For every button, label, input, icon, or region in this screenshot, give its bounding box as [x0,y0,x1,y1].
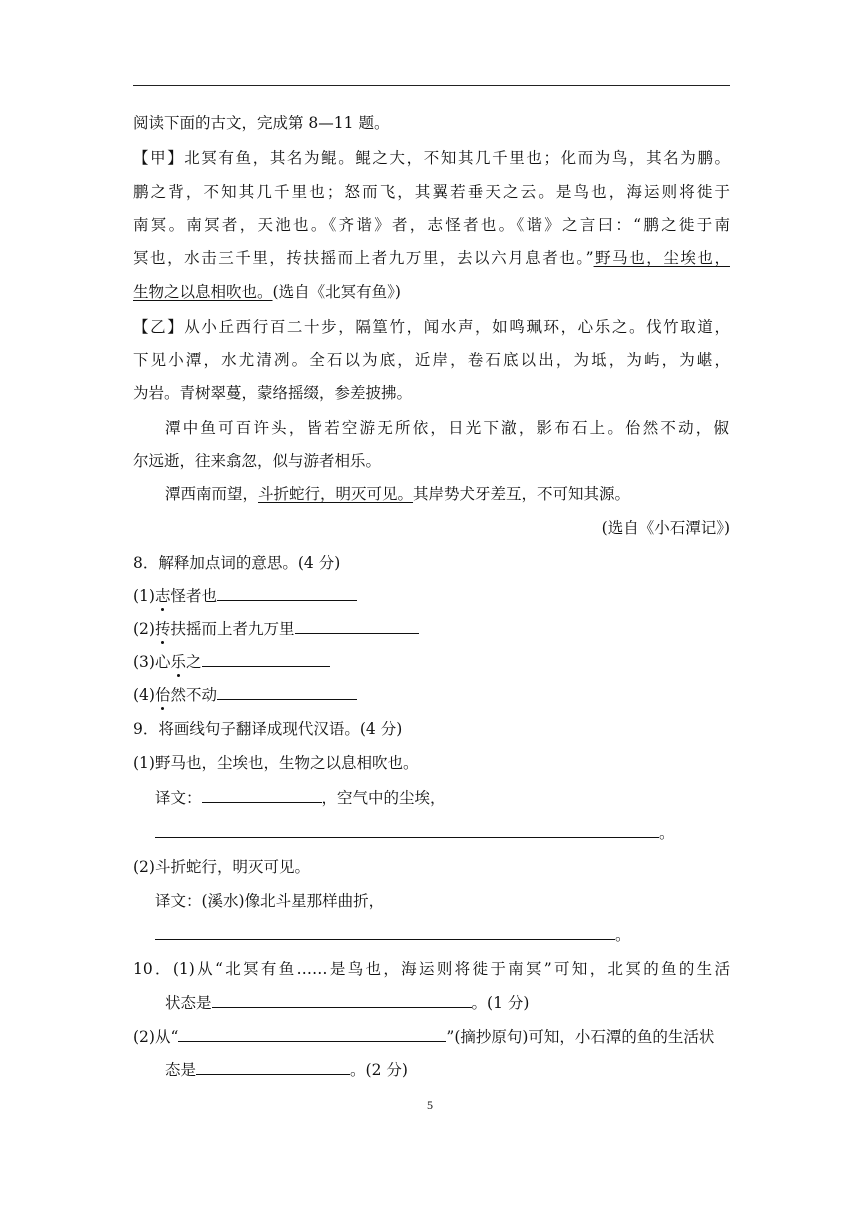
question-10-line-1: 10．(1)从“北冥有鱼……是鸟也，海运则将徙于南冥”可知，北冥的鱼的生活 [133,960,730,978]
underlined-sentence-1a: 野马也，尘埃也， [593,249,730,267]
answer-blank[interactable] [212,993,472,1008]
question-8-item-1: (1)志怪者也 [133,586,357,606]
question-10-line-4: 态是 。(2 分) [165,1061,408,1079]
passage-yi-p3: 潭西南而望，斗折蛇行，明灭可见。其岸势犬牙差互，不可知其源。 [165,485,631,503]
question-9-translation-1: 译文： ，空气中的尘埃， [155,789,446,807]
passage-yi-p2-line-2: 尔远逝，往来翕忽，似与游者相乐。 [133,452,382,470]
source-jia: (选自《北冥有鱼》) [272,283,401,301]
answer-blank[interactable] [217,685,357,700]
question-9-translation-2: 译文：(溪水)像北斗星那样曲折， [155,892,385,910]
passage-jia-line-2: 鹏之背，不知其几千里也；怒而飞，其翼若垂天之云。是鸟也，海运则将徙于 [133,183,730,201]
page-number: 5 [427,1098,433,1112]
answer-blank[interactable] [202,652,330,667]
passage-yi-p2-line-1: 潭中鱼可百许头，皆若空游无所依，日光下澈，影布石上。佁然不动，俶 [165,419,729,437]
passage-yi-line-2: 下见小潭，水尤清冽。全石以为底，近岸，卷石底以出，为坻，为屿，为嵁， [133,351,730,369]
passage-yi-line-3: 为岩。青树翠蔓，蒙络摇缀，参差披拂。 [133,384,413,402]
intro-instruction: 阅读下面的古文，完成第 8—11 题。 [133,114,390,132]
question-8-item-2: (2)抟扶摇而上者九万里 [133,619,419,639]
passage-jia-line-4: 冥也，水击三千里，抟扶摇而上者九万里，去以六月息者也。”野马也，尘埃也， [133,249,730,267]
source-yi: (选自《小石潭记》) [601,519,730,537]
question-9-sentence-2: (2)斗折蛇行，明灭可见。 [133,858,310,876]
underlined-sentence-2: 斗折蛇行，明灭可见。 [258,485,414,503]
question-8-title: 8．解释加点词的意思。(4 分) [133,554,341,572]
question-10-line-2: 状态是 。(1 分) [165,994,530,1012]
header-rule [133,85,730,86]
passage-jia-line-3: 南冥。南冥者，天池也。《齐谐》者，志怪者也。《谐》之言曰：“鹏之徙于南 [133,216,730,234]
passage-jia-line-5 [133,282,401,302]
question-9-sentence-1: (1)野马也，尘埃也，生物之以息相吹也。 [133,754,419,772]
underlined-sentence-1b: 生物之以息相吹也。 [133,283,273,301]
question-9-title: 9．将画线句子翻译成现代汉语。(4 分) [133,720,403,738]
answer-blank[interactable] [295,619,419,634]
answer-blank[interactable] [155,925,615,940]
answer-blank[interactable] [178,1027,446,1042]
question-8-item-4: (4)佁然不动 [133,685,357,705]
answer-blank[interactable] [217,586,357,601]
answer-blank[interactable] [155,823,659,838]
question-9-translation-2-cont: 。 [155,925,631,945]
question-9-translation-1-cont: 。 [155,823,675,843]
passage-jia-line-1: 【甲】北冥有鱼，其名为鲲。鲲之大，不知其几千里也；化而为鸟，其名为鹏。 [133,149,730,167]
question-10-line-3: (2)从“ ”(摘抄原句)可知，小石潭的鱼的生活状 [133,1028,715,1046]
question-8-item-3: (3)心乐之 [133,652,330,672]
passage-yi-line-1: 【乙】从小丘西行百二十步，隔篁竹，闻水声，如鸣珮环，心乐之。伐竹取道， [133,318,730,336]
answer-blank[interactable] [196,1060,350,1075]
answer-blank[interactable] [202,788,322,803]
